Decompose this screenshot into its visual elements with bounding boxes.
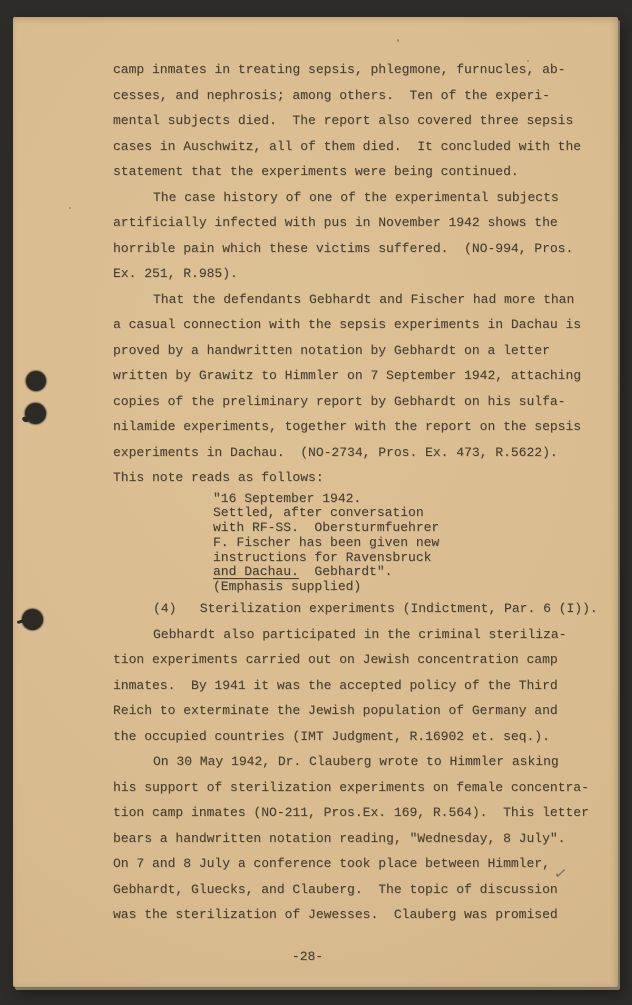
text-line: horrible pain which these victims suffered. (NO-994, Pros.: [113, 240, 574, 256]
paragraph-clauberg-letter: [113, 749, 603, 928]
text-line: statement that the experiments were being continued.: [113, 164, 519, 179]
document-page: [13, 17, 618, 987]
quote-line-underlined: [213, 565, 603, 580]
text-line: his support of sterilization experiments on female concentra-: [113, 779, 589, 795]
text-line: bears a handwritten notation reading, "Wednesday, 8 July".: [113, 830, 566, 846]
text-line: cases in Auschwitz, all of them died. It concluded with the: [113, 138, 582, 154]
quote-line: Settled, after conversation: [213, 505, 424, 521]
underlined-text: and Dachau.: [213, 564, 299, 580]
text-line: The case history of one of the experimental subjects: [153, 189, 559, 205]
text-line: mental subjects died. The report also covered three sepsis: [113, 113, 574, 128]
text-line: That the defendants Gebhardt and Fischer had more than: [153, 291, 575, 307]
handwritten-checkmark: ✓: [552, 862, 569, 885]
paper-speck: [397, 39, 399, 42]
heading-sterilization-experiments: [113, 596, 603, 622]
quote-line: F. Fischer has been given new: [213, 534, 440, 550]
section-heading-line: (4) Sterilization experiments (Indictment, Par. 6 (I)).: [153, 601, 598, 617]
text-line: Ex. 251, R.985).: [113, 266, 238, 281]
text-line: cesses, and nephrosis; among others. Ten of the experi-: [113, 87, 550, 103]
text-line: On 30 May 1942, Dr. Clauberg wrote to Himmler asking: [153, 754, 559, 770]
text-line: tion camp inmates (NO-211, Pros.Ex. 169, R.564). This letter: [113, 805, 589, 821]
text-line: the occupied countries (IMT Judgment, R.16902 et. seq.).: [113, 728, 550, 744]
text-line: camp inmates in treating sepsis, phlegmone, furnucles, ab-: [113, 62, 566, 77]
text-line: inmates. By 1941 it was the accepted policy of the Third: [113, 677, 558, 693]
paragraph-sterilization-policy: [113, 622, 603, 750]
page-number: -28-: [291, 949, 324, 964]
document-text: [113, 57, 603, 928]
text-line: This note reads as follows:: [113, 470, 324, 485]
paragraph-gebhardt-fischer: [113, 287, 603, 491]
quote-line-tail: Gebhardt".: [298, 564, 393, 580]
punch-hole: [26, 371, 46, 391]
paper-speck: [527, 60, 529, 62]
punch-hole: [22, 609, 43, 630]
blockquote-gebhardt-note: [113, 492, 603, 596]
punch-hole: [25, 403, 46, 424]
text-line: Gebhardt also participated in the criminal steriliza-: [153, 626, 567, 642]
text-line: tion experiments carried out on Jewish concentration camp: [113, 652, 558, 668]
text-line: written by Grawitz to Himmler on 7 September 1942, attaching: [113, 368, 582, 383]
quote-line: "16 September 1942.: [213, 490, 362, 506]
text-line: copies of the preliminary report by Gebhardt on his sulfa-: [113, 393, 566, 409]
paragraph-sepsis-report: [113, 57, 603, 185]
paper-speck: [69, 207, 71, 209]
paragraph-case-history: [113, 185, 603, 287]
quote-line: with RF-SS. Obersturmfuehrer: [213, 520, 440, 536]
text-line: Reich to exterminate the Jewish population of Germany and: [113, 703, 558, 719]
text-line: a casual connection with the sepsis experiments in Dachau is: [113, 317, 582, 332]
text-line: was the sterilization of Jewesses. Clauberg was promised: [113, 907, 558, 923]
quote-line: instructions for Ravensbruck: [213, 549, 432, 565]
text-line: artificially infected with pus in November 1942 shows the: [113, 215, 558, 230]
text-line: On 7 and 8 July a conference took place between Himmler,: [113, 856, 550, 872]
text-line: nilamide experiments, together with the report on the sepsis: [113, 419, 582, 434]
text-line: Gebhardt, Gluecks, and Clauberg. The topic of discussion: [113, 881, 558, 897]
text-line: proved by a handwritten notation by Gebhardt on a letter: [113, 342, 550, 358]
text-line: experiments in Dachau. (NO-2734, Pros. Ex. 473, R.5622).: [113, 444, 558, 460]
emphasis-note: (Emphasis supplied): [213, 579, 362, 595]
